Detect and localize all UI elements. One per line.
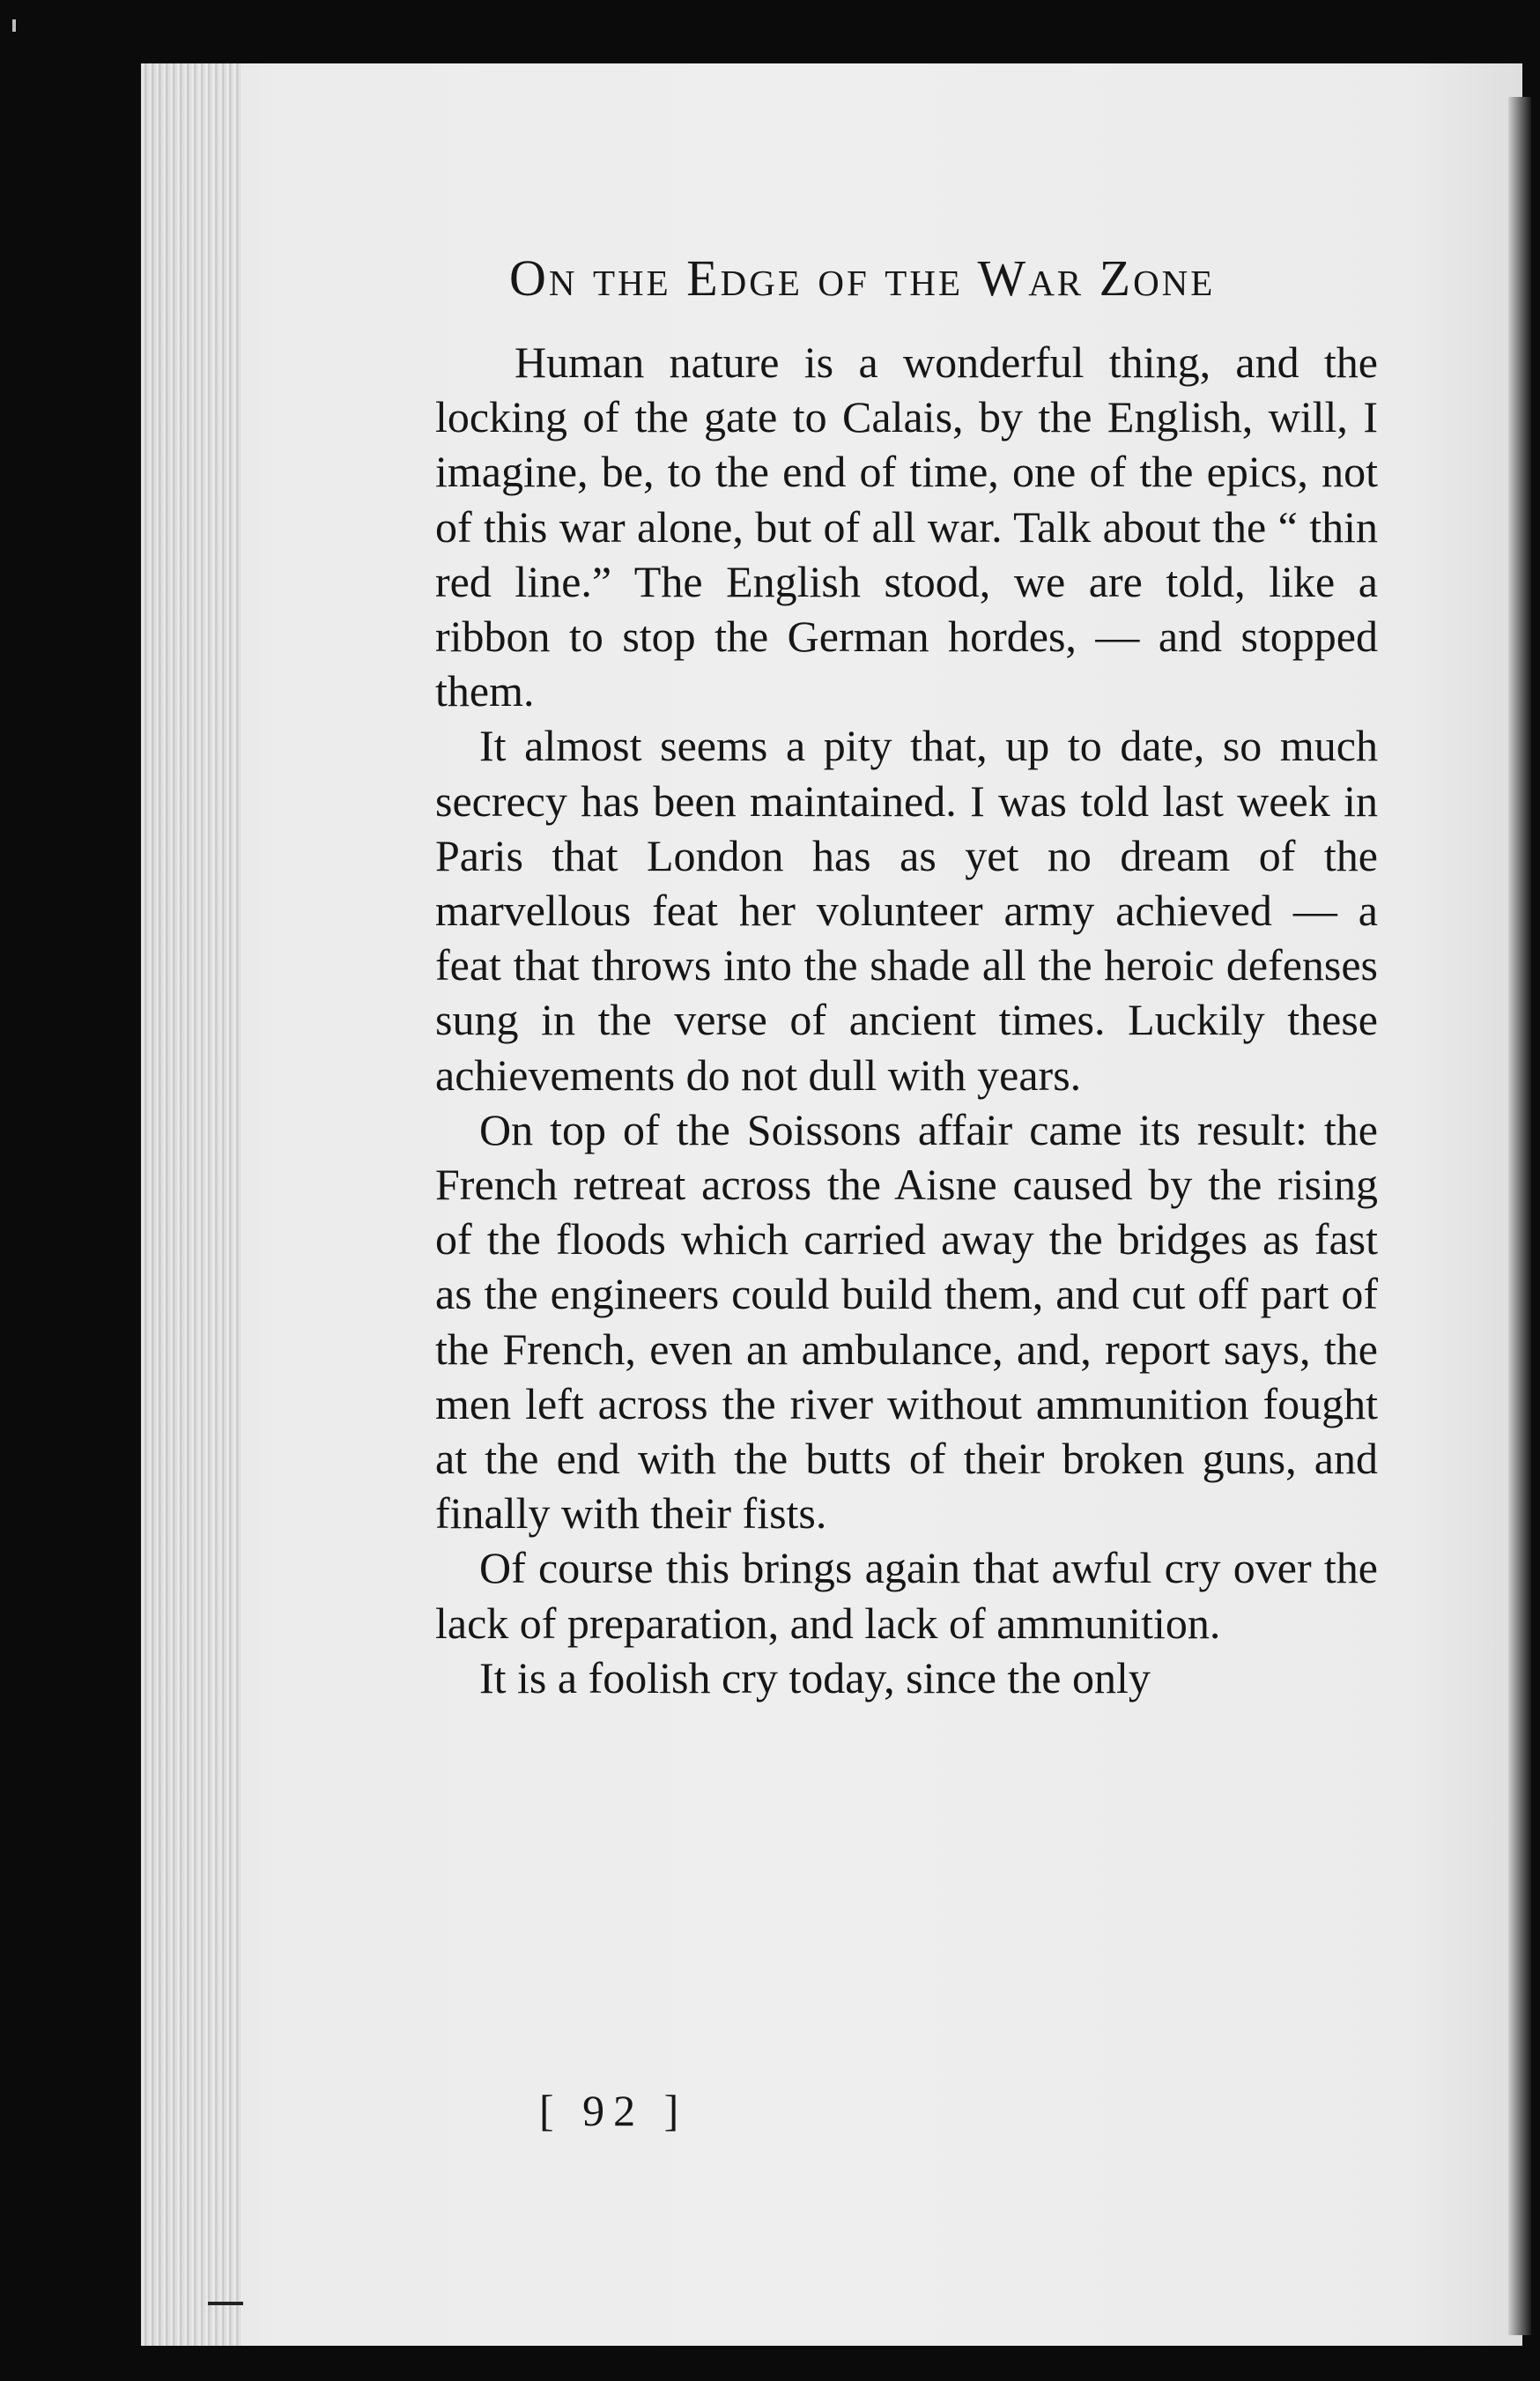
- paragraph: On top of the Soissons affair came its result: the French retreat across the Aisne caused by the rising of the floods which carried away the bridges as fast as the engineers could build them, and cut off part of the French, even an ambulance, and, report says, the men left across the river without ammunition fought at the end with the butts of their broken guns, and finally with their fists.: [435, 1104, 1378, 1539]
- paragraph: It is a foolish cry today, since the only: [479, 1652, 1151, 1702]
- scan-artifact-mark: [208, 2302, 243, 2305]
- page-number: [ 92 ]: [539, 2086, 688, 2135]
- paragraph: Of course this brings again that awful cry over the lack of preparation, and lack of ammunition.: [435, 1543, 1378, 1648]
- page-right-edge-shadow: [1508, 97, 1531, 2335]
- scan-corner-mark: [12, 19, 16, 32]
- running-head: On the Edge of the War Zone: [509, 249, 1216, 307]
- page-stack-left-edge: [141, 63, 242, 2346]
- paragraph: It almost seems a pity that, up to date, so much secrecy has been maintained. I was told last week in Paris that London has as yet no dream of the marvellous feat her volunteer army achieved — a feat that throws into the shade all the heroic defenses sung in the verse of ancient times. Luckily these achievements do not dull with years.: [435, 721, 1378, 1100]
- paragraph: Human nature is a wonderful thing, and the locking of the gate to Calais, by the English, will, I imagine, be, to the end of time, one of the epics, not of this war alone, but of all war. Talk about the “ thin red line.” The English stood, we are told, like a ribbon to stop the German hordes, — and stopped them.: [435, 337, 1378, 716]
- body-text: [435, 335, 1378, 1705]
